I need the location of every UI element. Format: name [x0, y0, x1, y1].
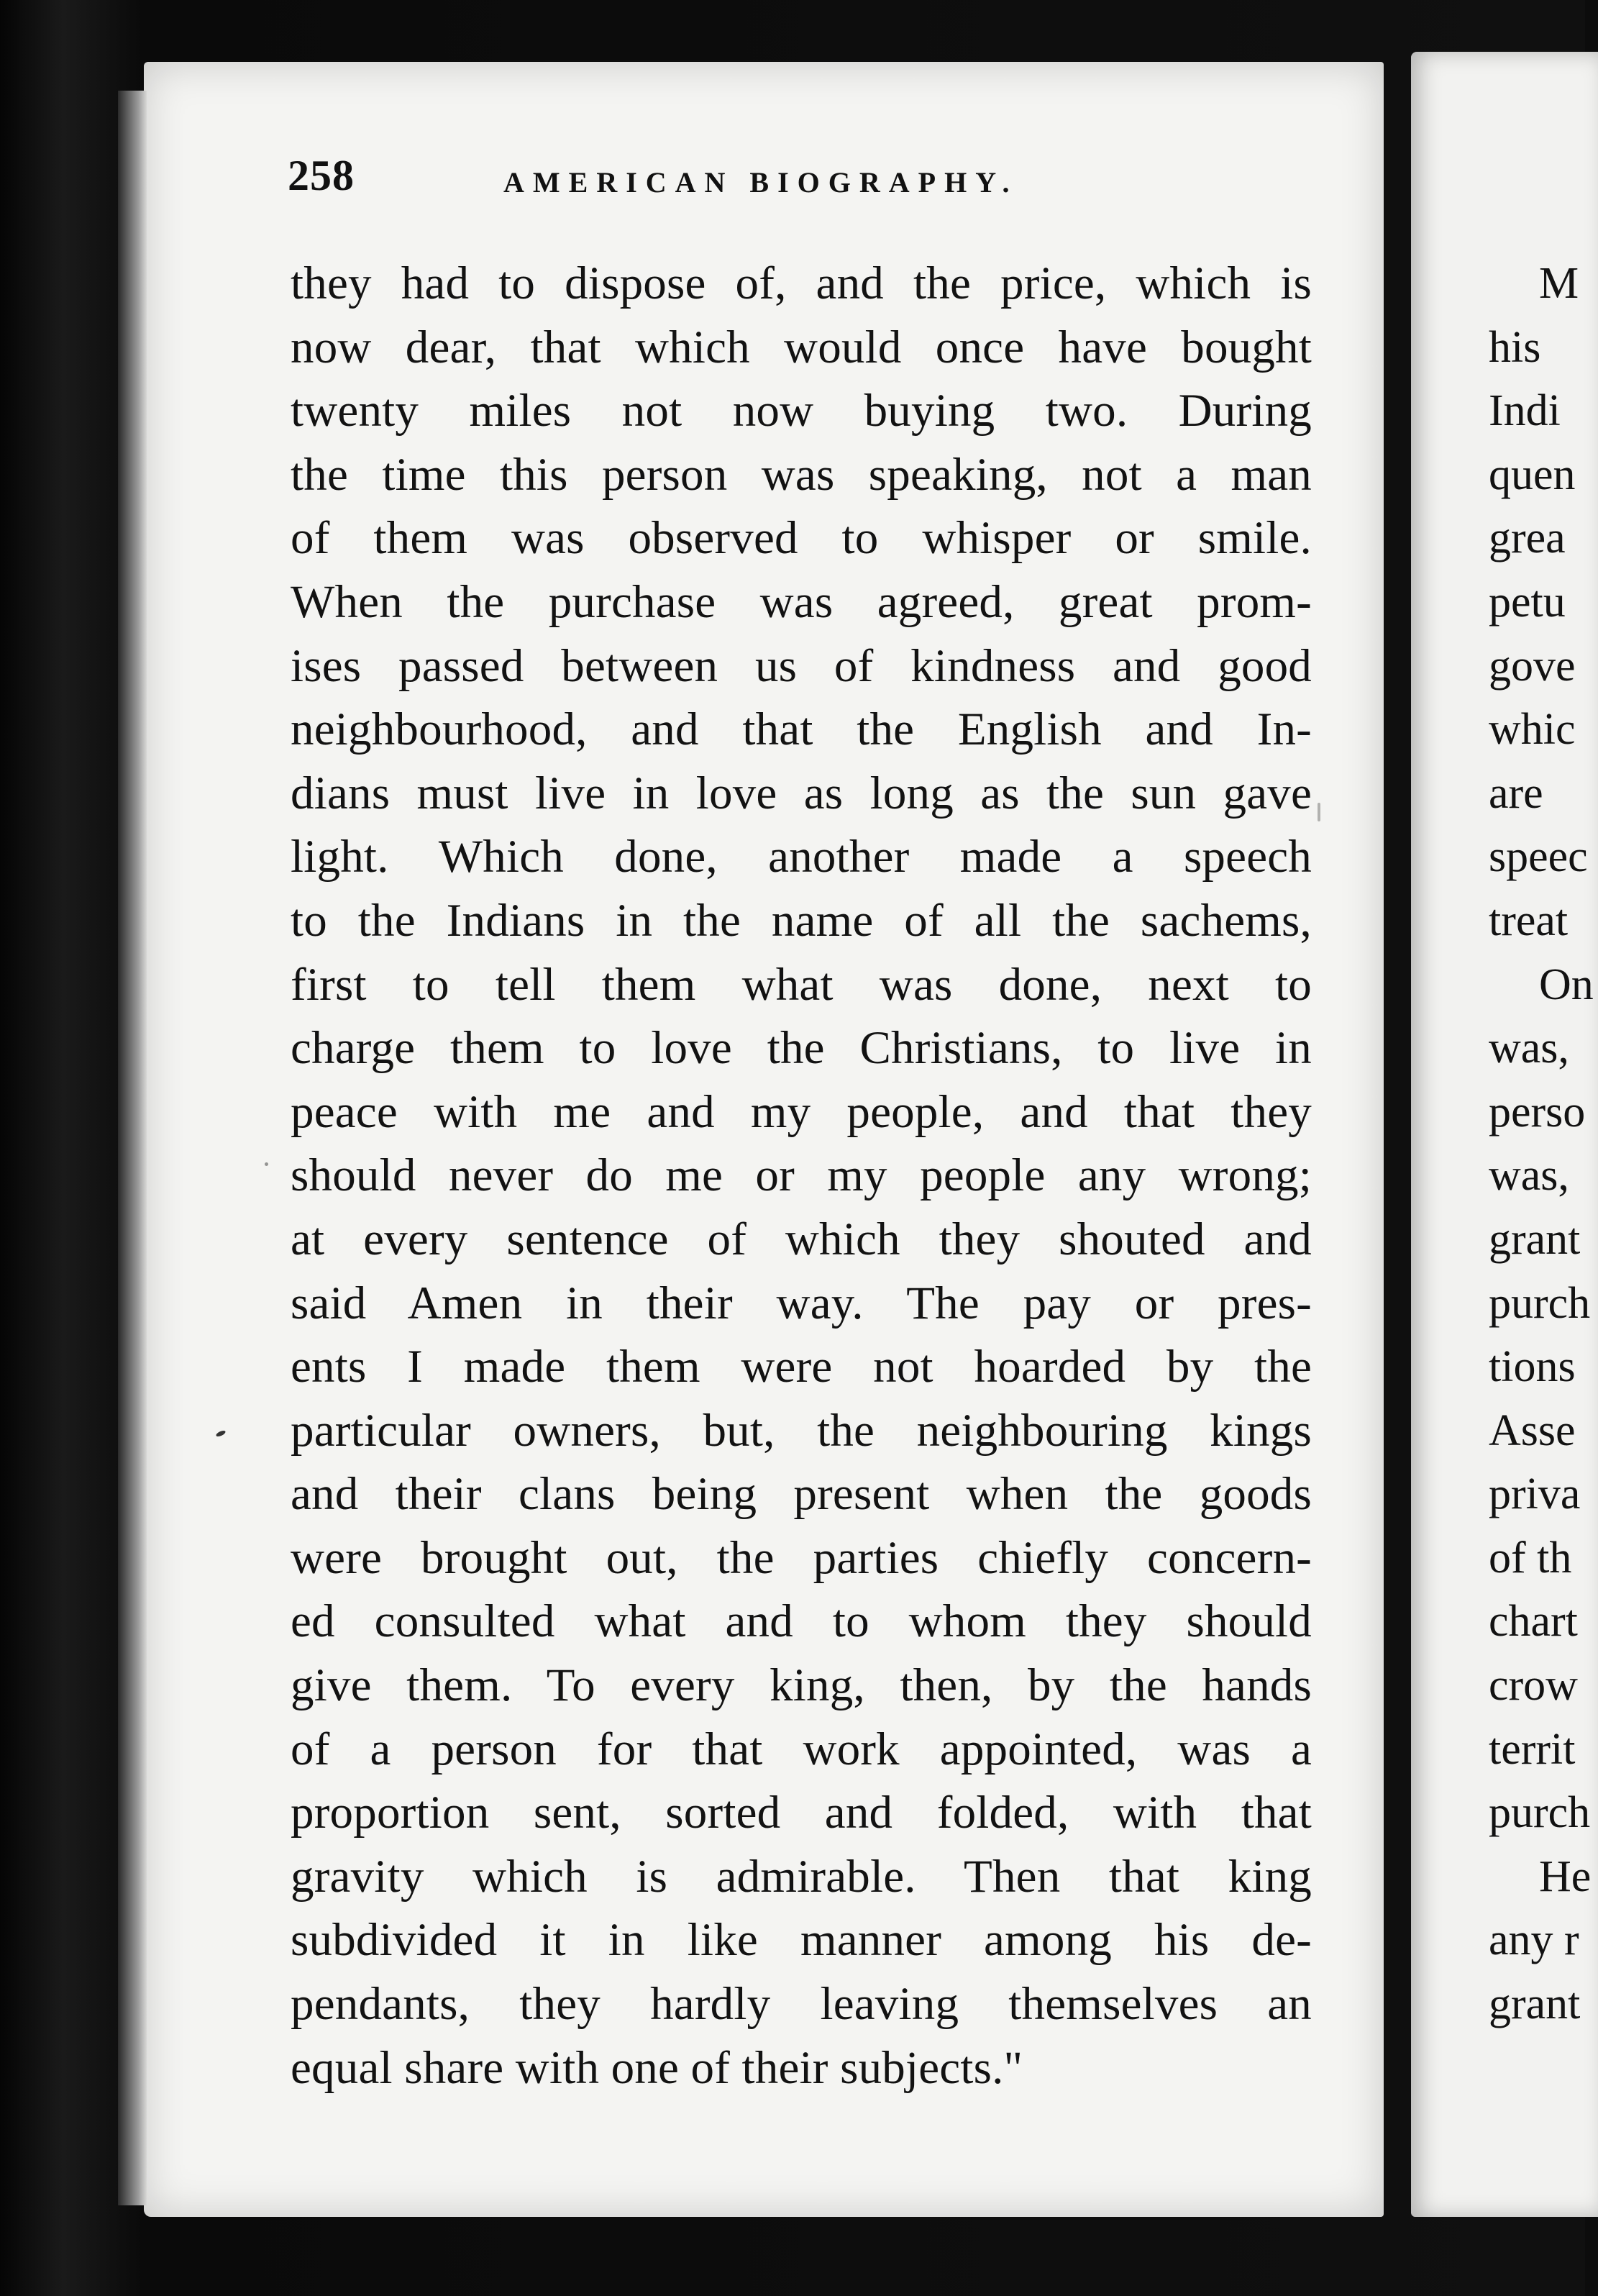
right-page-line-fragment: purch — [1489, 1278, 1591, 1328]
right-page-line-fragment: crow — [1489, 1661, 1578, 1710]
text-line: now dear, that which would once have bought — [291, 321, 1312, 373]
text-line: pendants, they hardly leaving themselves an — [291, 1978, 1312, 2031]
right-page-line-fragment: tions — [1489, 1342, 1576, 1392]
right-page-line-fragment: of th — [1489, 1533, 1572, 1582]
text-line: gravity which is admirable. Then that king — [291, 1850, 1312, 1903]
text-line: they had to dispose of, and the price, which is — [291, 258, 1312, 309]
text-line: the time this person was speaking, not a man — [291, 448, 1312, 501]
text-line: neighbourhood, and that the English and In- — [291, 703, 1312, 756]
text-line: said Amen in their way. The pay or pres- — [291, 1277, 1312, 1329]
right-page-line-fragment: chart — [1489, 1597, 1578, 1646]
right-page-line-fragment: petu — [1489, 577, 1566, 627]
right-page-line-fragment: grea — [1489, 514, 1566, 563]
text-line: of a person for that work appointed, was a — [291, 1723, 1312, 1775]
right-page-line-fragment: any r — [1489, 1915, 1579, 1965]
running-head — [288, 151, 1295, 216]
page-number: 258 — [288, 152, 355, 199]
text-line: dians must live in love as long as the sun gave — [291, 767, 1312, 819]
body-text — [291, 252, 1312, 2100]
right-page-line-fragment: was, — [1489, 1024, 1569, 1073]
text-line: equal share with one of their subjects." — [291, 2041, 1023, 2094]
text-line: light. Which done, another made a speech — [291, 831, 1312, 883]
text-line: subdivided it in like manner among his de- — [291, 1914, 1312, 1967]
running-head-title: AMERICAN BIOGRAPHY. — [503, 166, 1018, 199]
right-page-line-fragment: are — [1489, 768, 1543, 818]
right-page-line-fragment: quen — [1489, 450, 1576, 499]
right-page-line-fragment: Asse — [1489, 1406, 1576, 1455]
text-line: ises passed between us of kindness and good — [291, 639, 1312, 692]
text-line: should never do me or my people any wrong; — [291, 1149, 1312, 1202]
right-page-line-fragment: purch — [1489, 1788, 1591, 1838]
right-page-line-fragment: On — [1539, 960, 1594, 1009]
right-page-line-fragment: grant — [1489, 1980, 1581, 2029]
right-page-line-fragment: grant — [1489, 1214, 1581, 1264]
right-page-line-fragment: perso — [1489, 1087, 1586, 1136]
right-page-line-fragment: He — [1539, 1851, 1592, 1901]
right-page-line-fragment: whic — [1489, 705, 1576, 755]
right-page-text-fragments — [1489, 252, 1594, 2036]
text-line: of them was observed to whisper or smile. — [291, 512, 1312, 565]
right-page-line-fragment: gove — [1489, 641, 1576, 691]
text-line: When the purchase was agreed, great prom- — [291, 575, 1312, 628]
text-line: give them. To every king, then, by the hands — [291, 1659, 1312, 1712]
ink-speck — [1318, 803, 1320, 821]
text-line: ents I made them were not hoarded by the — [291, 1341, 1312, 1393]
right-page-line-fragment: speec — [1489, 832, 1588, 882]
right-page-line-fragment: treat — [1489, 896, 1569, 945]
right-page-line-fragment: priva — [1489, 1470, 1581, 1519]
ink-speck — [265, 1162, 268, 1166]
right-page-line-fragment: his — [1489, 322, 1541, 372]
text-line: and their clans being present when the goods — [291, 1468, 1312, 1521]
text-line: at every sentence of which they shouted and — [291, 1213, 1312, 1265]
right-page-line-fragment: territ — [1489, 1724, 1576, 1774]
text-line: proportion sent, sorted and folded, with that — [291, 1787, 1312, 1839]
text-line: particular owners, but, the neighbouring kings — [291, 1404, 1312, 1457]
text-line: charge them to love the Christians, to live in — [291, 1022, 1312, 1075]
text-line: first to tell them what was done, next to — [291, 958, 1312, 1011]
text-line: were brought out, the parties chiefly concern- — [291, 1531, 1312, 1584]
right-page-line-fragment: M — [1539, 259, 1579, 308]
text-line: twenty miles not now buying two. During — [291, 385, 1312, 437]
right-page-line-fragment: was, — [1489, 1151, 1569, 1201]
text-line: peace with me and my people, and that they — [291, 1085, 1312, 1138]
right-page-line-fragment: Indi — [1489, 386, 1561, 436]
text-line: to the Indians in the name of all the sachems, — [291, 894, 1312, 947]
text-line: ed consulted what and to whom they should — [291, 1595, 1312, 1648]
